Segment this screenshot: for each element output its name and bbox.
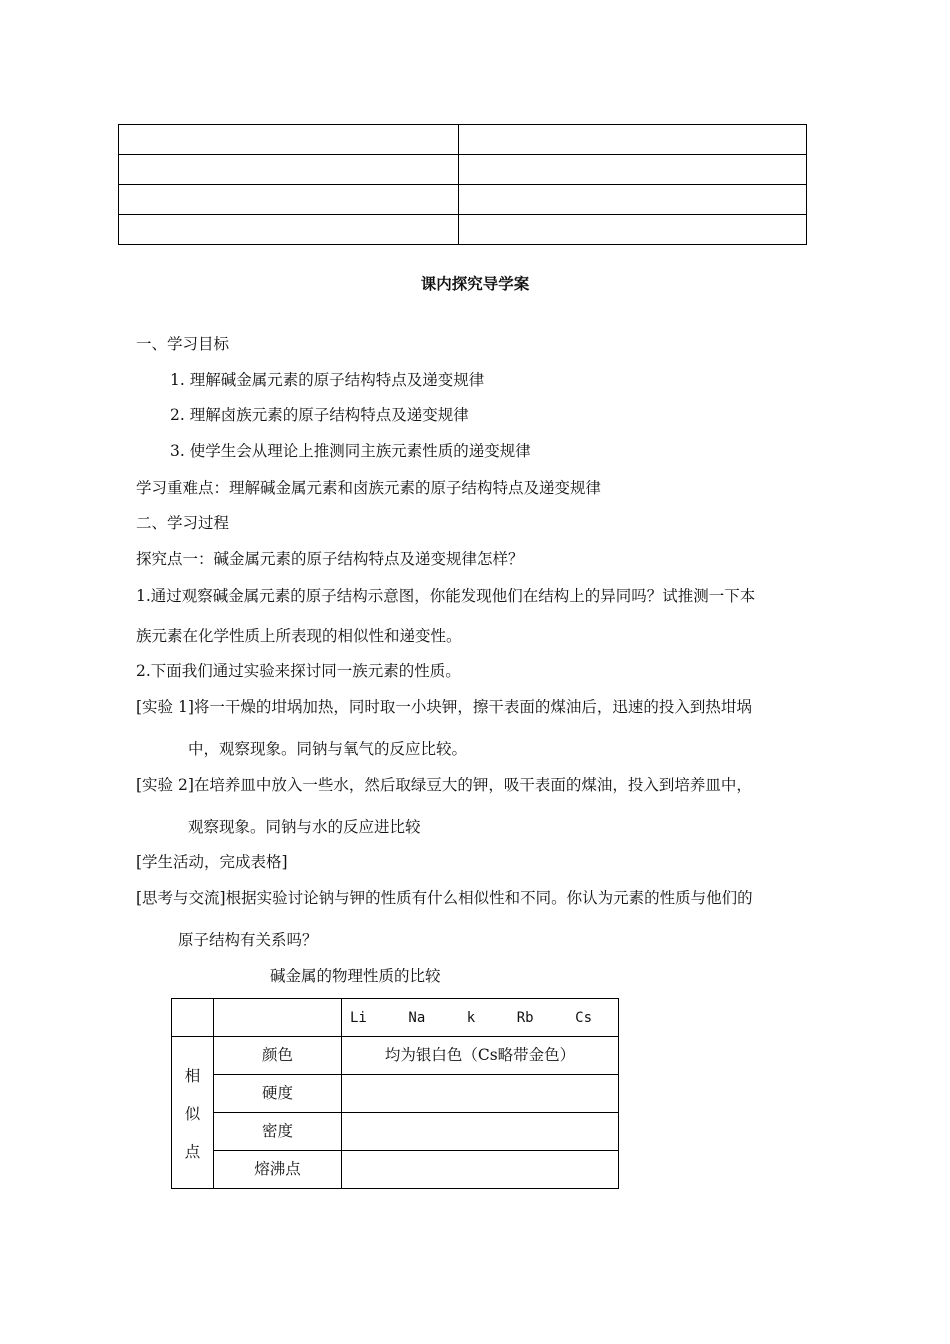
value-cell [342, 1151, 619, 1189]
grid-cell [119, 155, 459, 185]
blank-grid-table [118, 124, 807, 245]
corner-cell [172, 999, 214, 1037]
property-cell [214, 1037, 342, 1075]
objective-3: 3. 使学生会从理论上推测同主族元素性质的递变规律 [170, 442, 531, 460]
property-melting-boiling-point: 熔沸点 [254, 1160, 301, 1178]
question-2: 2.下面我们通过实验来探讨同一族元素的性质。 [136, 662, 461, 680]
property-density: 密度 [261, 1122, 293, 1140]
group-label-char: 相 [184, 1066, 201, 1085]
think-exchange-line-1: [思考与交流]根据实验讨论钠与钾的性质有什么相似性和不同。你认为元素的性质与他们的 [136, 889, 753, 907]
property-hardness: 硬度 [261, 1084, 293, 1102]
key-points: 学习重难点：理解碱金属元素和卤族元素的原子结构特点及递变规律 [136, 479, 602, 497]
element-header-cell [342, 999, 619, 1037]
value-cell [342, 1075, 619, 1113]
property-cell [214, 1075, 342, 1113]
page-title: 课内探究导学案 [420, 275, 530, 293]
grid-cell [119, 185, 459, 215]
grid-cell [119, 215, 459, 245]
value-cell [342, 1113, 619, 1151]
question-1-line-2: 族元素在化学性质上所表现的相似性和递变性。 [136, 627, 462, 645]
experiment-1-line-2: 中，观察现象。同钠与氧气的反应比较。 [188, 740, 468, 758]
property-color: 颜色 [261, 1046, 293, 1064]
grid-cell [459, 185, 807, 215]
element-k: k [466, 1009, 476, 1026]
element-na: Na [408, 1009, 426, 1026]
objectives-heading: 一、学习目标 [136, 335, 230, 353]
group-label-char: 似 [184, 1104, 201, 1123]
property-cell [214, 1113, 342, 1151]
student-activity: [学生活动，完成表格] [136, 853, 288, 871]
property-cell [214, 1151, 342, 1189]
physical-properties-table [171, 998, 619, 1189]
experiment-2-line-2: 观察现象。同钠与水的反应进比较 [188, 818, 421, 836]
element-cs: Cs [575, 1009, 592, 1026]
similarities-label-cell [172, 1037, 214, 1189]
experiment-2-line-1: [实验 2]在培养皿中放入一些水，然后取绿豆大的钾，吸干表面的煤油，投入到培养皿中， [136, 776, 752, 794]
objective-1: 1. 理解碱金属元素的原子结构特点及递变规律 [170, 371, 485, 389]
experiment-1-line-1: [实验 1]将一干燥的坩埚加热，同时取一小块钾，擦干表面的煤油后，迅速的投入到热坩埚 [136, 698, 752, 716]
grid-cell [459, 215, 807, 245]
corner-cell [214, 999, 342, 1037]
inquiry-point-1: 探究点一：碱金属元素的原子结构特点及递变规律怎样？ [136, 550, 524, 568]
objective-2: 2. 理解卤族元素的原子结构特点及递变规律 [170, 406, 469, 424]
element-rb: Rb [516, 1009, 534, 1026]
grid-cell [119, 125, 459, 155]
value-color: 均为银白色（Cs略带金色） [384, 1046, 576, 1064]
think-exchange-line-2: 原子结构有关系吗？ [178, 931, 318, 949]
value-cell [342, 1037, 619, 1075]
table-caption: 碱金属的物理性质的比较 [270, 967, 441, 985]
grid-cell [459, 125, 807, 155]
process-heading: 二、学习过程 [136, 514, 230, 532]
element-li: Li [350, 1009, 367, 1026]
question-1-line-1: 1.通过观察碱金属元素的原子结构示意图，你能发现他们在结构上的异同吗？试推测一下本 [136, 587, 756, 605]
grid-cell [459, 155, 807, 185]
group-label-char: 点 [184, 1142, 201, 1161]
